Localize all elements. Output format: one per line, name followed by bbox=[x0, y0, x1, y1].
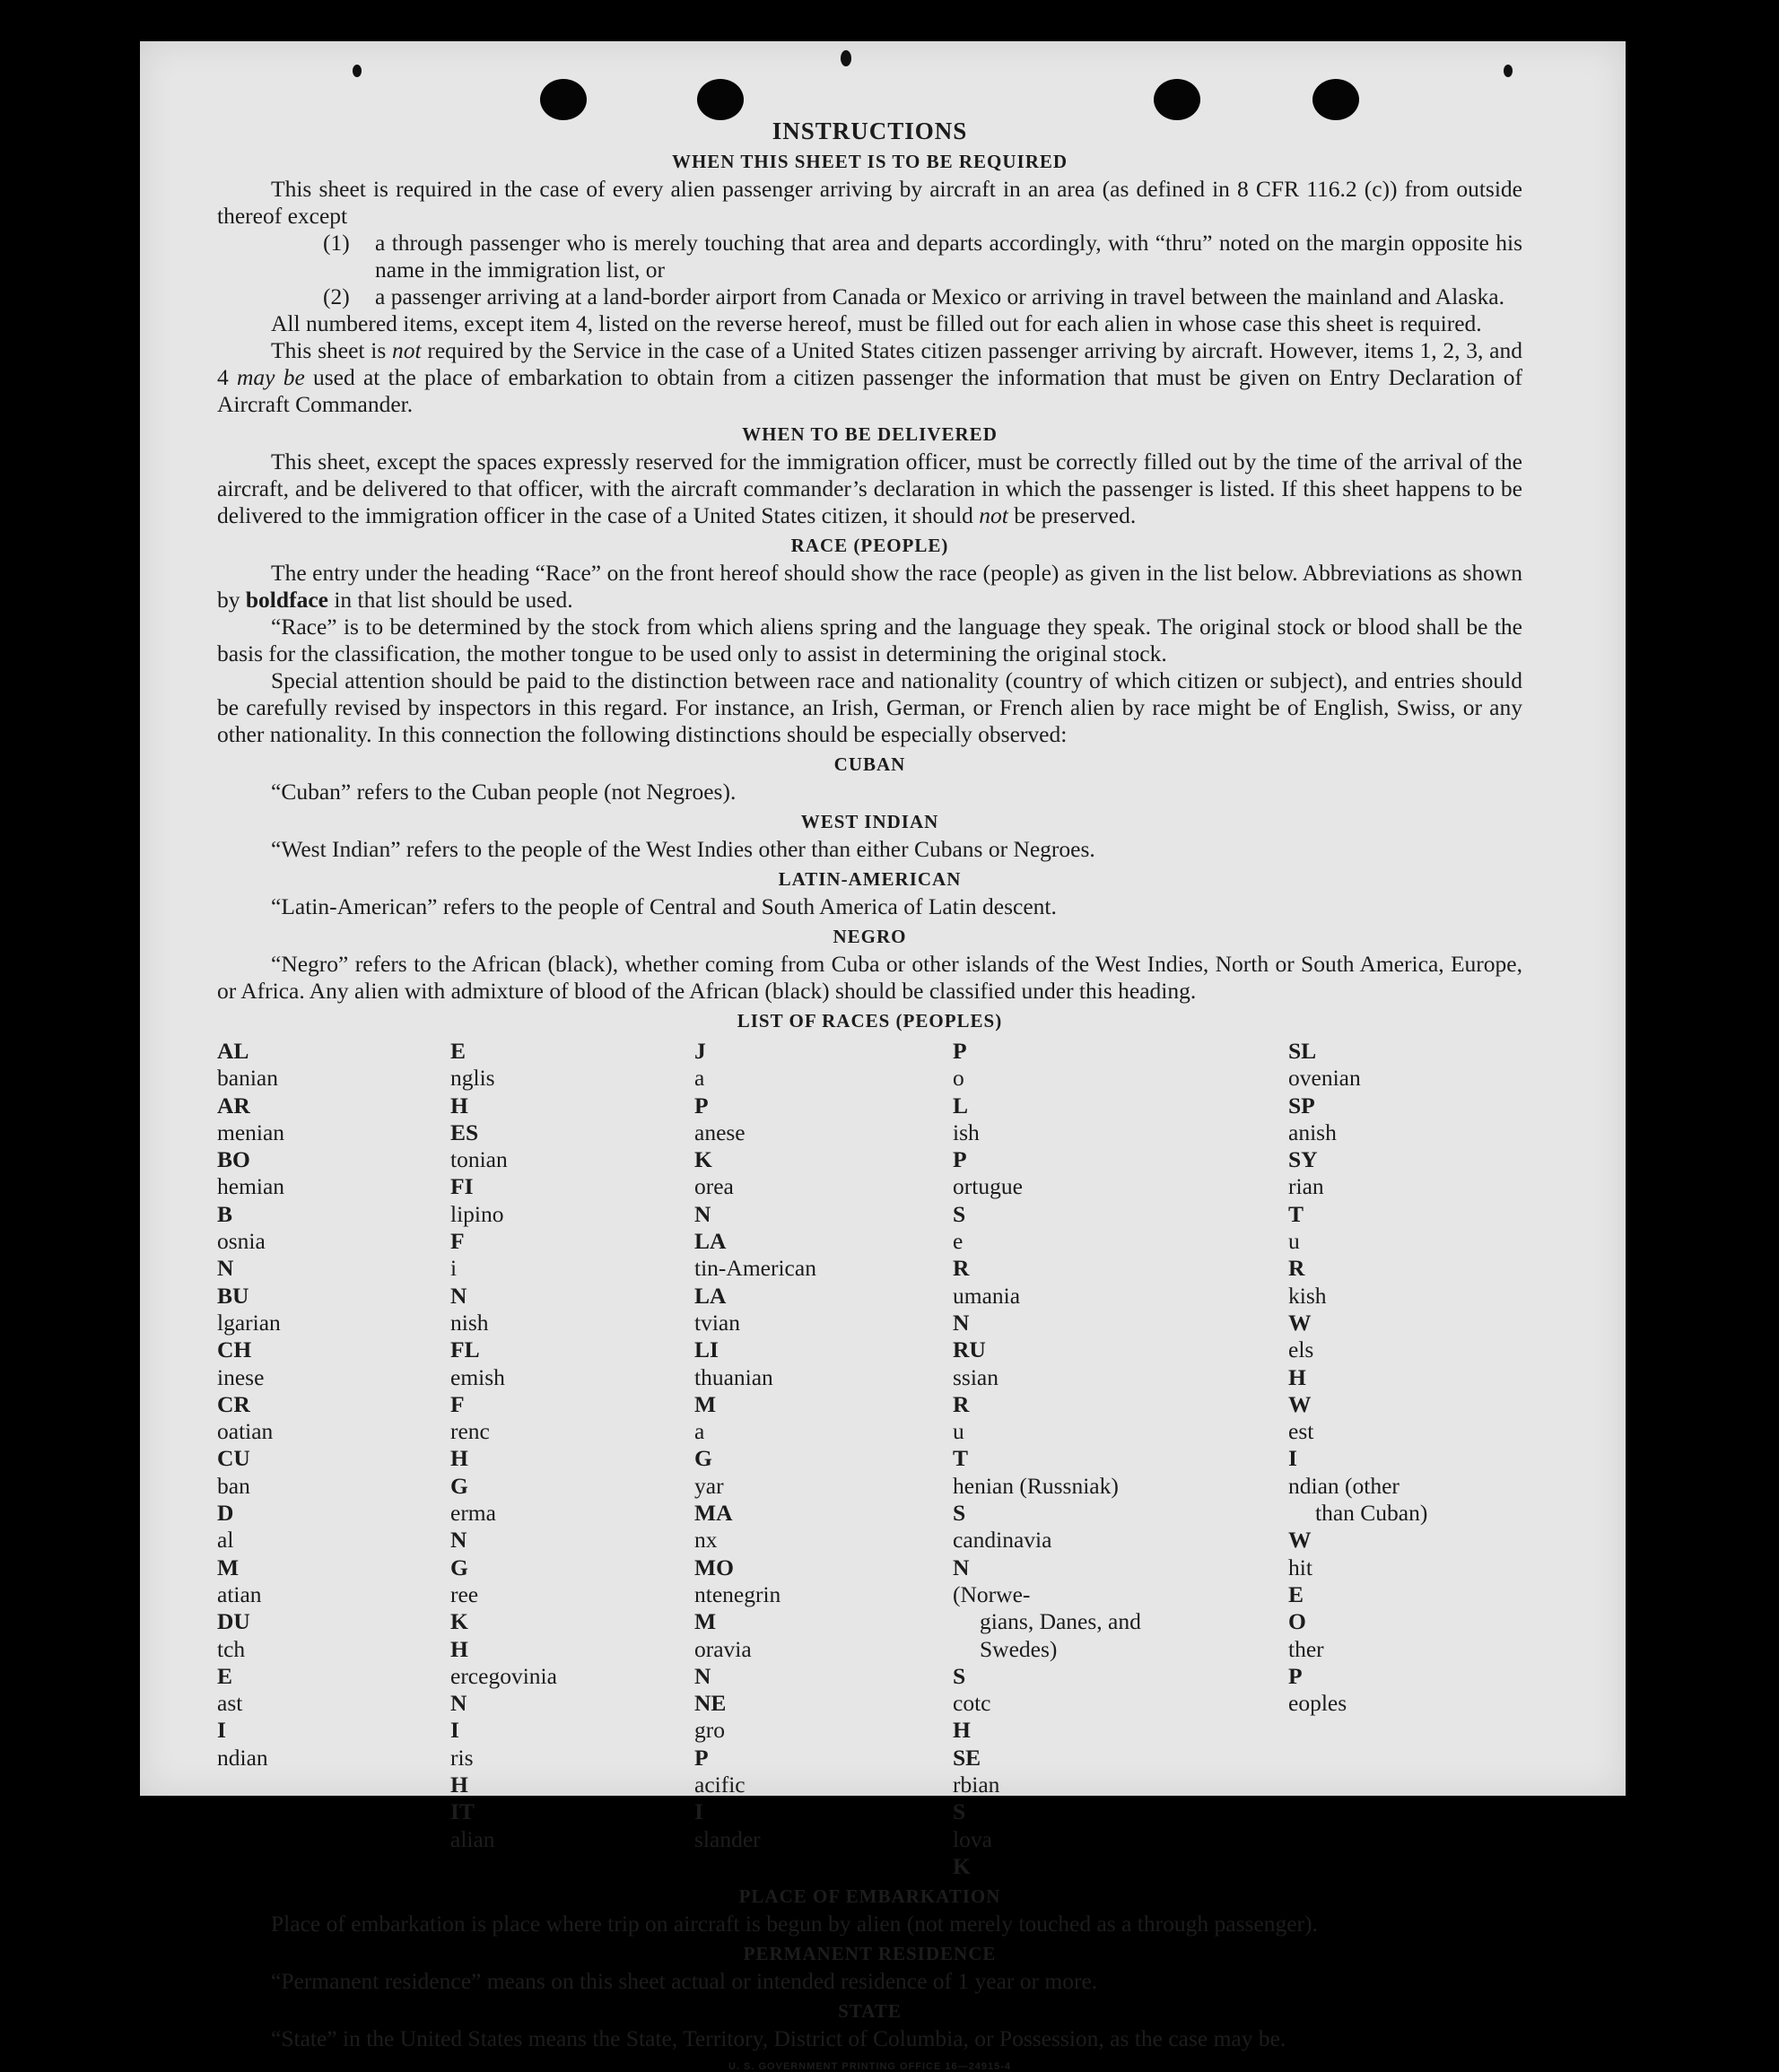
printer-imprint: U. S. GOVERNMENT PRINTING OFFICE 16—24915-4 bbox=[728, 2061, 1011, 2072]
paragraph: The entry under the heading “Race” on the front hereof should show the race (people) as given in the list below. Abbreviations as shown by boldface in that list should be used. bbox=[217, 560, 1522, 613]
punch-hole bbox=[1312, 79, 1359, 120]
list-item bbox=[217, 230, 1522, 283]
paragraph: Place of embarkation is place where trip on aircraft is begun by alien (not merely touched as a through passenger). bbox=[271, 1911, 1318, 1937]
race-entry: AR menian bbox=[217, 1092, 285, 1145]
heading-when-required: WHEN THIS SHEET IS TO BE REQUIRED bbox=[671, 151, 1068, 172]
page-title: INSTRUCTIONS bbox=[772, 118, 968, 144]
race-entry: F renc H bbox=[450, 1390, 490, 1472]
race-entry: LA tin-American bbox=[694, 1228, 816, 1282]
race-entry: R u T henian (Russniak) bbox=[953, 1390, 1119, 1499]
races-table bbox=[217, 1038, 1522, 1880]
race-entry: I ris H bbox=[450, 1717, 474, 1798]
race-entry: G erma N bbox=[450, 1472, 496, 1554]
race-entry: NE gro bbox=[694, 1690, 727, 1744]
race-entry: S lova K bbox=[953, 1798, 992, 1879]
heading-latin-american: LATIN-AMERICAN bbox=[778, 868, 962, 890]
race-entry: H ercegovinia N bbox=[450, 1635, 557, 1717]
race-entry: CU ban bbox=[217, 1445, 250, 1499]
heading-cuban: CUBAN bbox=[833, 753, 906, 775]
race-entry: S cotc H bbox=[953, 1662, 991, 1744]
punch-hole bbox=[697, 79, 744, 120]
race-entry: FI lipino bbox=[450, 1173, 504, 1227]
paragraph: “Negro” refers to the African (black), whether coming from Cuba or other islands of the West Indies, North or South America, Europe, or Africa. Any alien with admixture of blood of the African (black) should be classified under this heading. bbox=[217, 951, 1522, 1004]
ink-speck bbox=[353, 65, 362, 77]
race-entry: IT alian bbox=[450, 1798, 495, 1852]
race-entry: P o L ish bbox=[953, 1038, 980, 1145]
heading-when-delivered: WHEN TO BE DELIVERED bbox=[742, 423, 998, 445]
race-entry: SY rian bbox=[1288, 1146, 1324, 1200]
race-entry: AL banian bbox=[217, 1038, 278, 1092]
race-entry: M oravia N bbox=[694, 1608, 752, 1689]
punch-hole bbox=[1154, 79, 1200, 120]
races-column bbox=[953, 1038, 1288, 1880]
race-entry: W est I ndian (other bbox=[1288, 1390, 1400, 1499]
punch-hole bbox=[540, 79, 587, 120]
race-entry: CR oatian bbox=[217, 1390, 274, 1445]
race-entry: SL ovenian bbox=[1288, 1038, 1361, 1092]
race-entry: W hit E bbox=[1288, 1527, 1312, 1607]
race-entry: ES tonian bbox=[450, 1119, 508, 1173]
race-entry: BU lgarian bbox=[217, 1282, 281, 1336]
paragraph: “Race” is to be determined by the stock from which aliens spring and the language they speak. The original stock or blood shall be the basis for the classification, the mother tongue to be used only to assist in determining the original stock. bbox=[217, 614, 1522, 666]
race-entry: CH inese bbox=[217, 1336, 265, 1390]
race-entry: E ast I ndian bbox=[217, 1662, 268, 1771]
race-entry: K orea N bbox=[694, 1146, 734, 1227]
paragraph: This sheet is required in the case of every alien passenger arriving by aircraft in an area (as defined in 8 CFR 116.2 (c)) from outside thereof except bbox=[217, 176, 1522, 229]
heading-west-indian: WEST INDIAN bbox=[800, 811, 939, 832]
paragraph: “State” in the United States means the State, Territory, District of Columbia, or Possession, as the case may be. bbox=[271, 2025, 1286, 2052]
race-entry: LA tvian bbox=[694, 1282, 740, 1336]
race-entry: P acific I slander bbox=[694, 1744, 761, 1852]
race-entry: FL emish bbox=[450, 1336, 505, 1390]
paragraph: Special attention should be paid to the distinction between race and nationality (country of which citizen or subject), and entries should be carefully revised by inspectors in this regard. For instance, an Irish, German, or French alien by race might be of English, Swiss, or any other nationality. In this connection the following distinctions should be especially observed: bbox=[217, 667, 1522, 747]
race-entry: B osnia N bbox=[217, 1200, 266, 1282]
item-number: (1) bbox=[323, 230, 350, 256]
item-number: (2) bbox=[323, 283, 350, 309]
item-text: a through passenger who is merely touching that area and departs accordingly, with “thru” noted on the margin opposite his name in the immigration list, or bbox=[375, 230, 1522, 283]
race-entry: DU tch bbox=[217, 1608, 250, 1662]
race-entry: P ortugue S e bbox=[953, 1146, 1023, 1255]
heading-embarkation: PLACE OF EMBARKATION bbox=[738, 1885, 1001, 1908]
race-entry: W els H bbox=[1288, 1309, 1314, 1390]
paragraph: All numbered items, except item 4, listed on the reverse hereof, must be filled out for each alien in whose case this sheet is required. bbox=[271, 310, 1482, 336]
races-column bbox=[1288, 1038, 1522, 1880]
race-entry: gians, Danes, and bbox=[980, 1608, 1141, 1635]
paragraph: “Latin-American” refers to the people of Central and South America of Latin descent. bbox=[271, 893, 1057, 919]
race-entry: S candinavia N (Norwe- bbox=[953, 1500, 1052, 1607]
race-entry: M a G yar bbox=[694, 1390, 724, 1499]
heading-residence: PERMANENT RESIDENCE bbox=[743, 1943, 997, 1965]
race-entry: G ree K bbox=[450, 1554, 479, 1635]
race-entry: Swedes) bbox=[980, 1635, 1058, 1662]
ink-speck bbox=[841, 50, 851, 66]
race-entry: RU ssian bbox=[953, 1336, 999, 1390]
paragraph: This sheet, except the spaces expressly reserved for the immigration officer, must be correctly filled out by the time of the arrival of the aircraft, and be delivered to that officer, with the aircraft commander’s declaration in which the passenger is listed. If this sheet happens to be delivered to the immigration officer in the case of a United States citizen, it should not be preserved. bbox=[217, 448, 1522, 528]
instruction-sheet bbox=[140, 41, 1626, 2072]
race-entry: J a P anese bbox=[694, 1038, 746, 1145]
races-column bbox=[450, 1038, 694, 1880]
heading-state: STATE bbox=[838, 2000, 902, 2023]
race-entry: R umania N bbox=[953, 1255, 1021, 1336]
paragraph: This sheet is not required by the Service in the case of a United States citizen passenger arriving by aircraft. However, items 1, 2, 3, and 4 may be used at the place of embarkation to obtain from a citizen passenger the information that must be given on Entry Declaration of Aircraft Commander. bbox=[217, 337, 1522, 417]
ink-speck bbox=[1504, 65, 1513, 77]
races-column bbox=[694, 1038, 953, 1880]
paragraph: “West Indian” refers to the people of the West Indies other than either Cubans or Negroes. bbox=[271, 836, 1095, 862]
race-entry: MO ntenegrin bbox=[694, 1554, 781, 1607]
race-entry: O ther P eoples bbox=[1288, 1608, 1347, 1717]
list-item bbox=[217, 283, 1522, 310]
paragraph: “Permanent residence” means on this sheet actual or intended residence of 1 year or more. bbox=[271, 1968, 1098, 1995]
race-entry: E nglis H bbox=[450, 1038, 495, 1119]
race-entry: T u R kish bbox=[1288, 1200, 1327, 1309]
race-entry: SE rbian bbox=[953, 1744, 1000, 1798]
races-column bbox=[217, 1038, 450, 1880]
item-text: a passenger arriving at a land-border airport from Canada or Mexico or arriving in travel between the mainland and Alaska. bbox=[375, 283, 1504, 309]
race-entry: LI thuanian bbox=[694, 1336, 773, 1390]
race-entry: D al M atian bbox=[217, 1500, 262, 1607]
race-entry: BO hemian bbox=[217, 1146, 285, 1200]
heading-list-of-races: LIST OF RACES (PEOPLES) bbox=[737, 1010, 1003, 1032]
heading-race: RACE (PEOPLE) bbox=[790, 535, 949, 556]
race-entry: SP anish bbox=[1288, 1092, 1337, 1145]
race-entry: than Cuban) bbox=[1315, 1500, 1428, 1527]
race-entry: MA nx bbox=[694, 1500, 733, 1554]
heading-negro: NEGRO bbox=[833, 926, 907, 947]
paragraph: “Cuban” refers to the Cuban people (not Negroes). bbox=[271, 779, 737, 805]
race-entry: F i N nish bbox=[450, 1228, 489, 1336]
